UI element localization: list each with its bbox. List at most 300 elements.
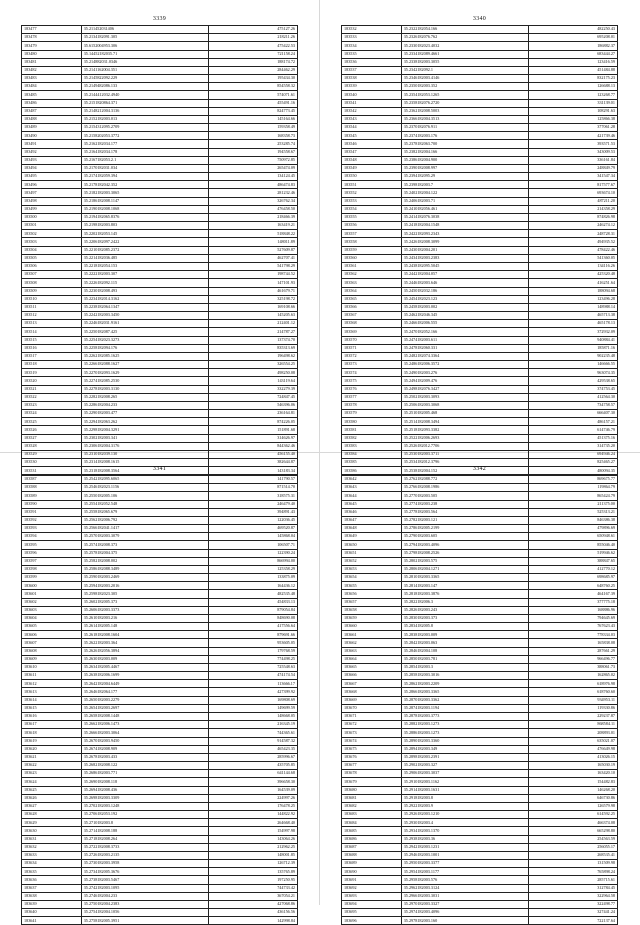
y-coordinate-cell: 412770.12 [529,565,618,573]
x-coordinate-cell: 35.2778182003.564 [401,508,529,516]
point-id-cell: 183563 [342,279,402,287]
point-id-cell: 183630 [22,827,82,835]
point-id-cell: 183479 [22,42,82,50]
table-row [22,156,298,164]
x-coordinate-cell: 35.2154312095.2709 [81,124,209,132]
point-id-cell: 183508 [22,279,82,287]
x-coordinate-cell: 35.2562182006.792 [81,516,209,524]
table-row [342,295,618,303]
y-coordinate-cell: 618976.98 [529,680,618,688]
point-id-cell: 183506 [22,262,82,270]
x-coordinate-cell: 35.2918182003.8 [401,794,529,802]
x-coordinate-cell: 35.2426182008.3099 [401,238,529,246]
x-coordinate-cell: 35.2462182046.345 [401,312,529,320]
table-row [22,91,298,99]
y-coordinate-cell: 377775.18 [529,598,618,606]
y-coordinate-cell: 214787.27 [209,328,298,336]
table-row [22,42,298,50]
point-id-cell: 183581 [342,426,402,434]
point-id-cell: 183598 [22,565,82,573]
y-coordinate-cell: 165030.19 [529,762,618,770]
table-row [342,614,618,622]
x-coordinate-cell: 35.2242182003.3450 [81,312,209,320]
point-id-cell: 183570 [342,336,402,344]
y-coordinate-cell: 695208.01 [529,34,618,42]
point-id-cell: 183602 [22,598,82,606]
point-id-cell: 183632 [22,843,82,851]
point-id-cell: 183620 [22,745,82,753]
y-coordinate-cell: 186882.37 [529,42,618,50]
y-coordinate-cell: 487211.20 [529,197,618,205]
table-row [342,876,618,884]
point-id-cell: 183658 [342,606,402,614]
point-id-cell: 183636 [22,876,82,884]
table-row [22,541,298,549]
point-id-cell: 183635 [22,868,82,876]
y-coordinate-cell: 435705.85 [209,762,298,770]
x-coordinate-cell: 35.211452031406 [81,26,209,34]
table-row [22,476,298,484]
table-row [342,58,618,66]
point-id-cell: 183490 [22,132,82,140]
x-coordinate-cell: 35.2222182003.307 [81,271,209,279]
y-coordinate-cell: 966496.77 [529,655,618,663]
y-coordinate-cell: 465713.38 [529,312,618,320]
point-id-cell: 183556 [342,222,402,230]
point-id-cell: 183521 [22,385,82,393]
point-id-cell: 183536 [342,58,402,66]
table-row [342,213,618,221]
x-coordinate-cell: 35.2482182074.3364 [401,352,529,360]
page-number: 3340 [472,16,487,22]
x-coordinate-cell: 35.2474182003.611 [401,336,529,344]
table-row [22,860,298,868]
table-row [22,401,298,409]
y-coordinate-cell: 254563.59 [529,835,618,843]
y-coordinate-cell: 176478.25 [209,802,298,810]
table-row [22,148,298,156]
point-id-cell: 183676 [342,753,402,761]
table-row [342,631,618,639]
point-id-cell: 183497 [22,189,82,197]
x-coordinate-cell: 35.2938182003.36 [401,835,529,843]
x-coordinate-cell: 35.2742182003.1095 [81,884,209,892]
point-id-cell: 183663 [342,647,402,655]
point-id-cell: 183645 [342,500,402,508]
x-coordinate-cell: 35.2642182004.6449 [81,680,209,688]
x-coordinate-cell: 35.2149482086.133 [81,83,209,91]
x-coordinate-cell: 35.2202182053.145 [81,230,209,238]
table-row [342,484,618,492]
y-coordinate-cell: 326554.25 [209,361,298,369]
table-row [22,639,298,647]
y-coordinate-cell: 498250.08 [209,369,298,377]
point-id-cell: 183559 [342,246,402,254]
point-id-cell: 183690 [342,868,402,876]
point-id-cell: 183489 [22,124,82,132]
y-coordinate-cell: 163420.10 [529,770,618,778]
point-id-cell: 183523 [22,401,82,409]
x-coordinate-cell: 35.2670182003.9450 [81,737,209,745]
x-coordinate-cell: 35.2610182003.216 [81,614,209,622]
y-coordinate-cell: 427068.86 [209,900,298,908]
x-coordinate-cell: 35.2746182004.233 [81,892,209,900]
table-row [342,385,618,393]
y-coordinate-cell: 246274.12 [529,222,618,230]
x-coordinate-cell: 35.2518182093.3382 [401,426,529,434]
y-coordinate-cell: 123416.59 [529,58,618,66]
table-row [342,189,618,197]
x-coordinate-cell: 35.2206182097.2422 [81,238,209,246]
table-row [22,124,298,132]
point-id-cell: 183610 [22,663,82,671]
point-id-cell: 183613 [22,688,82,696]
table-row [22,279,298,287]
y-coordinate-cell: 326762.34 [209,197,298,205]
x-coordinate-cell: 35.2145822092.229 [81,75,209,83]
table-row [342,303,618,311]
y-coordinate-cell: 169808.69 [209,696,298,704]
x-coordinate-cell: 35.2710182003.8 [81,819,209,827]
page-number: 3342 [472,466,487,472]
x-coordinate-cell: 35.2942182003.1231 [401,843,529,851]
x-coordinate-cell: 35.2558182065.679 [81,508,209,516]
table-row [22,34,298,42]
y-coordinate-cell: 143183.34 [209,467,298,475]
x-coordinate-cell: 35.2774182003.238 [401,500,529,508]
point-id-cell: 183505 [22,254,82,262]
table-row [22,590,298,598]
table-row [22,484,298,492]
x-coordinate-cell: 35.2141162004.351 [81,66,209,74]
x-coordinate-cell: 35.2546182023.1156 [81,484,209,492]
table-row [342,860,618,868]
y-coordinate-cell: 494935.52 [529,238,618,246]
table-row [22,492,298,500]
table-row [22,58,298,66]
point-id-cell: 183621 [22,753,82,761]
y-coordinate-cell: 218466.39 [209,213,298,221]
y-coordinate-cell: 698685.97 [529,574,618,582]
table-row [342,492,618,500]
x-coordinate-cell: 35.2734182005.3676 [81,868,209,876]
point-id-cell: 183591 [22,508,82,516]
y-coordinate-cell: 694946.24 [529,450,618,458]
x-coordinate-cell: 35.2806182004.1271 [401,565,529,573]
table-row [22,66,298,74]
y-coordinate-cell: 327441.24 [529,909,618,917]
y-coordinate-cell: 141790.57 [209,476,298,484]
y-coordinate-cell: 212962.25 [209,843,298,851]
point-id-cell: 183643 [342,484,402,492]
point-id-cell: 183541 [342,99,402,107]
point-id-cell: 183652 [342,557,402,565]
point-id-cell: 183488 [22,115,82,123]
table-row [342,623,618,631]
x-coordinate-cell: 35.2706182053.192 [81,811,209,819]
table-row [342,238,618,246]
table-row [342,26,618,34]
point-id-cell: 183546 [342,140,402,148]
x-coordinate-cell: 35.2570182003.3079 [81,533,209,541]
x-coordinate-cell: 35.2594182003.2016 [81,582,209,590]
table-row [342,132,618,140]
y-coordinate-cell: 197250.95 [209,876,298,884]
x-coordinate-cell: 35.2238182064.1347 [81,303,209,311]
table-row [342,917,618,925]
table-row [342,851,618,859]
point-id-cell: 183660 [342,623,402,631]
point-id-cell: 183640 [22,909,82,917]
point-id-cell: 183606 [22,631,82,639]
table-row [342,508,618,516]
y-coordinate-cell: 641144.68 [209,770,298,778]
point-id-cell: 183507 [22,271,82,279]
y-coordinate-cell: 144822.92 [209,811,298,819]
y-coordinate-cell: 817577.67 [529,181,618,189]
y-coordinate-cell: 143119.64 [209,377,298,385]
point-id-cell: 183574 [342,369,402,377]
table-row [22,680,298,688]
point-id-cell: 183524 [22,410,82,418]
y-coordinate-cell: 466374.08 [529,819,618,827]
point-id-cell: 183576 [342,385,402,393]
table-row [342,369,618,377]
table-row [342,426,618,434]
table-row [22,361,298,369]
y-coordinate-cell: 318575.31 [209,492,298,500]
page-number: 3339 [152,16,167,22]
y-coordinate-cell: 486474.83 [209,181,298,189]
y-coordinate-cell: 268535.41 [529,851,618,859]
y-coordinate-cell: 665298.80 [529,827,618,835]
point-id-cell: 183597 [22,557,82,565]
x-coordinate-cell: 35.2666182003.3064 [81,729,209,737]
table-row [342,525,618,533]
table-row [22,712,298,720]
x-coordinate-cell: 35.2151820864.371 [81,99,209,107]
point-id-cell: 183607 [22,639,82,647]
point-id-cell: 183637 [22,884,82,892]
table-row [342,91,618,99]
table-row [22,450,298,458]
table-row [342,712,618,720]
y-coordinate-cell: 774498.25 [209,655,298,663]
y-coordinate-cell: 478422.46 [529,246,618,254]
x-coordinate-cell: 35.2630182003.009 [81,655,209,663]
table-row [22,500,298,508]
y-coordinate-cell: 744365.61 [209,729,298,737]
table-row [342,442,618,450]
table-row [22,704,298,712]
point-id-cell: 183485 [22,91,82,99]
x-coordinate-cell: 35.2682182008.122 [81,762,209,770]
x-coordinate-cell: 35.2182182003.3065 [81,189,209,197]
table-row [342,892,618,900]
y-coordinate-cell: 541798.29 [209,262,298,270]
y-coordinate-cell: 154997.98 [209,827,298,835]
x-coordinate-cell: 35.2190182008.1068 [81,205,209,213]
table-row [342,450,618,458]
y-coordinate-cell: 848690.08 [209,614,298,622]
y-coordinate-cell: 265474.09 [209,164,298,172]
point-id-cell: 183674 [342,737,402,745]
table-row [342,516,618,524]
x-coordinate-cell: 35.2550182005.106 [81,492,209,500]
x-coordinate-cell: 35.2466182006.555 [401,320,529,328]
x-coordinate-cell: 35.2874182003.1194 [401,704,529,712]
point-id-cell: 183578 [342,401,402,409]
x-coordinate-cell: 35.2922182003.9 [401,802,529,810]
point-id-cell: 183638 [22,892,82,900]
point-id-cell: 183548 [342,156,402,164]
y-coordinate-cell: 648760.25 [529,582,618,590]
y-coordinate-cell: 137374.70 [209,336,298,344]
point-id-cell: 183482 [22,66,82,74]
point-id-cell: 183502 [22,230,82,238]
y-coordinate-cell: 165838.08 [529,639,618,647]
point-id-cell: 183623 [22,770,82,778]
table-row [22,508,298,516]
point-id-cell: 183551 [342,181,402,189]
page-number: 3341 [152,466,167,472]
y-coordinate-cell: 216345.19 [209,721,298,729]
x-coordinate-cell: 35.2790182003.605 [401,533,529,541]
x-coordinate-cell: 35.2434182003.2383 [401,254,529,262]
point-id-cell: 183580 [342,418,402,426]
table-row [22,377,298,385]
y-coordinate-cell: 143064.26 [209,835,298,843]
table-row [342,802,618,810]
table-row [342,696,618,704]
x-coordinate-cell: 35.2334182089.4661 [401,50,529,58]
table-row [22,287,298,295]
point-id-cell: 183522 [22,393,82,401]
x-coordinate-cell: 35.2186182008.1147 [81,197,209,205]
table-row [22,786,298,794]
y-coordinate-cell: 869675.77 [529,476,618,484]
y-coordinate-cell: 940884.41 [529,336,618,344]
table-row [22,533,298,541]
point-id-cell: 183680 [342,786,402,794]
x-coordinate-cell: 35.2566182041.1417 [81,525,209,533]
y-coordinate-cell: 285996.67 [209,753,298,761]
y-coordinate-cell: 866994.00 [209,557,298,565]
y-coordinate-cell: 476649.98 [529,745,618,753]
table-row [22,369,298,377]
x-coordinate-cell: 35.2438182095.5045 [401,262,529,270]
y-coordinate-cell: 224997.26 [209,794,298,802]
point-id-cell: 183530 [22,459,82,467]
table-row [342,181,618,189]
table-row [342,99,618,107]
point-id-cell: 183542 [342,107,402,115]
table-row [22,418,298,426]
y-coordinate-cell: 332279.39 [209,385,298,393]
table-row [342,884,618,892]
table-row [342,352,618,360]
table-row [22,254,298,262]
table-row [342,271,618,279]
x-coordinate-cell: 35.2662182006.1473 [81,721,209,729]
point-id-cell: 183493 [22,156,82,164]
y-coordinate-cell: 185871.16 [529,344,618,352]
y-coordinate-cell: 162865.02 [529,672,618,680]
table-row [22,75,298,83]
table-row [22,320,298,328]
x-coordinate-cell: 35.2698182003.3309 [81,794,209,802]
x-coordinate-cell: 35.2910182003.1162 [401,778,529,786]
point-id-cell: 183491 [22,140,82,148]
y-coordinate-cell: 474174.54 [209,672,298,680]
table-row [22,672,298,680]
x-coordinate-cell: 35.2614182005.148 [81,623,209,631]
x-coordinate-cell: 35.2306182004.3176 [81,442,209,450]
table-row [22,811,298,819]
point-id-cell: 183609 [22,655,82,663]
x-coordinate-cell: 35.2766182008.1986 [401,484,529,492]
table-row [342,680,618,688]
x-coordinate-cell: 35.2586182088.3489 [81,565,209,573]
x-coordinate-cell: 35.2446182003.646 [401,279,529,287]
point-id-cell: 183545 [342,132,402,140]
x-coordinate-cell: 35.2514182008.3494 [401,418,529,426]
point-id-cell: 183572 [342,352,402,360]
x-coordinate-cell: 35.2850182003.781 [401,655,529,663]
point-id-cell: 183642 [342,476,402,484]
table-row [342,574,618,582]
y-coordinate-cell: 164539.09 [209,786,298,794]
point-id-cell: 183662 [342,639,402,647]
y-coordinate-cell: 146666.55 [529,361,618,369]
y-coordinate-cell: 436156.56 [209,909,298,917]
x-coordinate-cell: 35.2164182034.178 [81,148,209,156]
y-coordinate-cell: 725548.63 [209,663,298,671]
y-coordinate-cell: 211375.00 [529,500,618,508]
y-coordinate-cell: 454833.13 [209,598,298,606]
y-coordinate-cell: 417556.64 [209,623,298,631]
table-row [342,582,618,590]
x-coordinate-cell: 35.2686182003.771 [81,770,209,778]
x-coordinate-cell: 35.2538182004.152 [401,467,529,475]
x-coordinate-cell: 35.2158202053.3772 [81,132,209,140]
y-coordinate-cell: 412564.30 [529,393,618,401]
table-row [22,50,298,58]
y-coordinate-cell: 855046.40 [529,541,618,549]
x-coordinate-cell: 35.214882031.0346 [81,58,209,66]
point-id-cell: 183562 [342,271,402,279]
x-coordinate-cell: 35.2650182003.2279 [81,696,209,704]
point-id-cell: 183558 [342,238,402,246]
y-coordinate-cell: 396658.30 [209,778,298,786]
y-coordinate-cell: 618760.60 [529,688,618,696]
table-row [342,672,618,680]
y-coordinate-cell: 388061.73 [529,663,618,671]
point-id-cell: 183544 [342,124,402,132]
table-row [342,42,618,50]
point-id-cell: 183659 [342,614,402,622]
y-coordinate-cell: 123496.28 [529,295,618,303]
point-id-cell: 183509 [22,287,82,295]
y-coordinate-cell: 145164.66 [209,115,298,123]
table-row [22,352,298,360]
table-row [22,819,298,827]
y-coordinate-cell: 126579.98 [529,802,618,810]
point-id-cell: 183612 [22,680,82,688]
y-coordinate-cell: 312784.45 [529,884,618,892]
table-row [342,704,618,712]
point-id-cell: 183498 [22,197,82,205]
